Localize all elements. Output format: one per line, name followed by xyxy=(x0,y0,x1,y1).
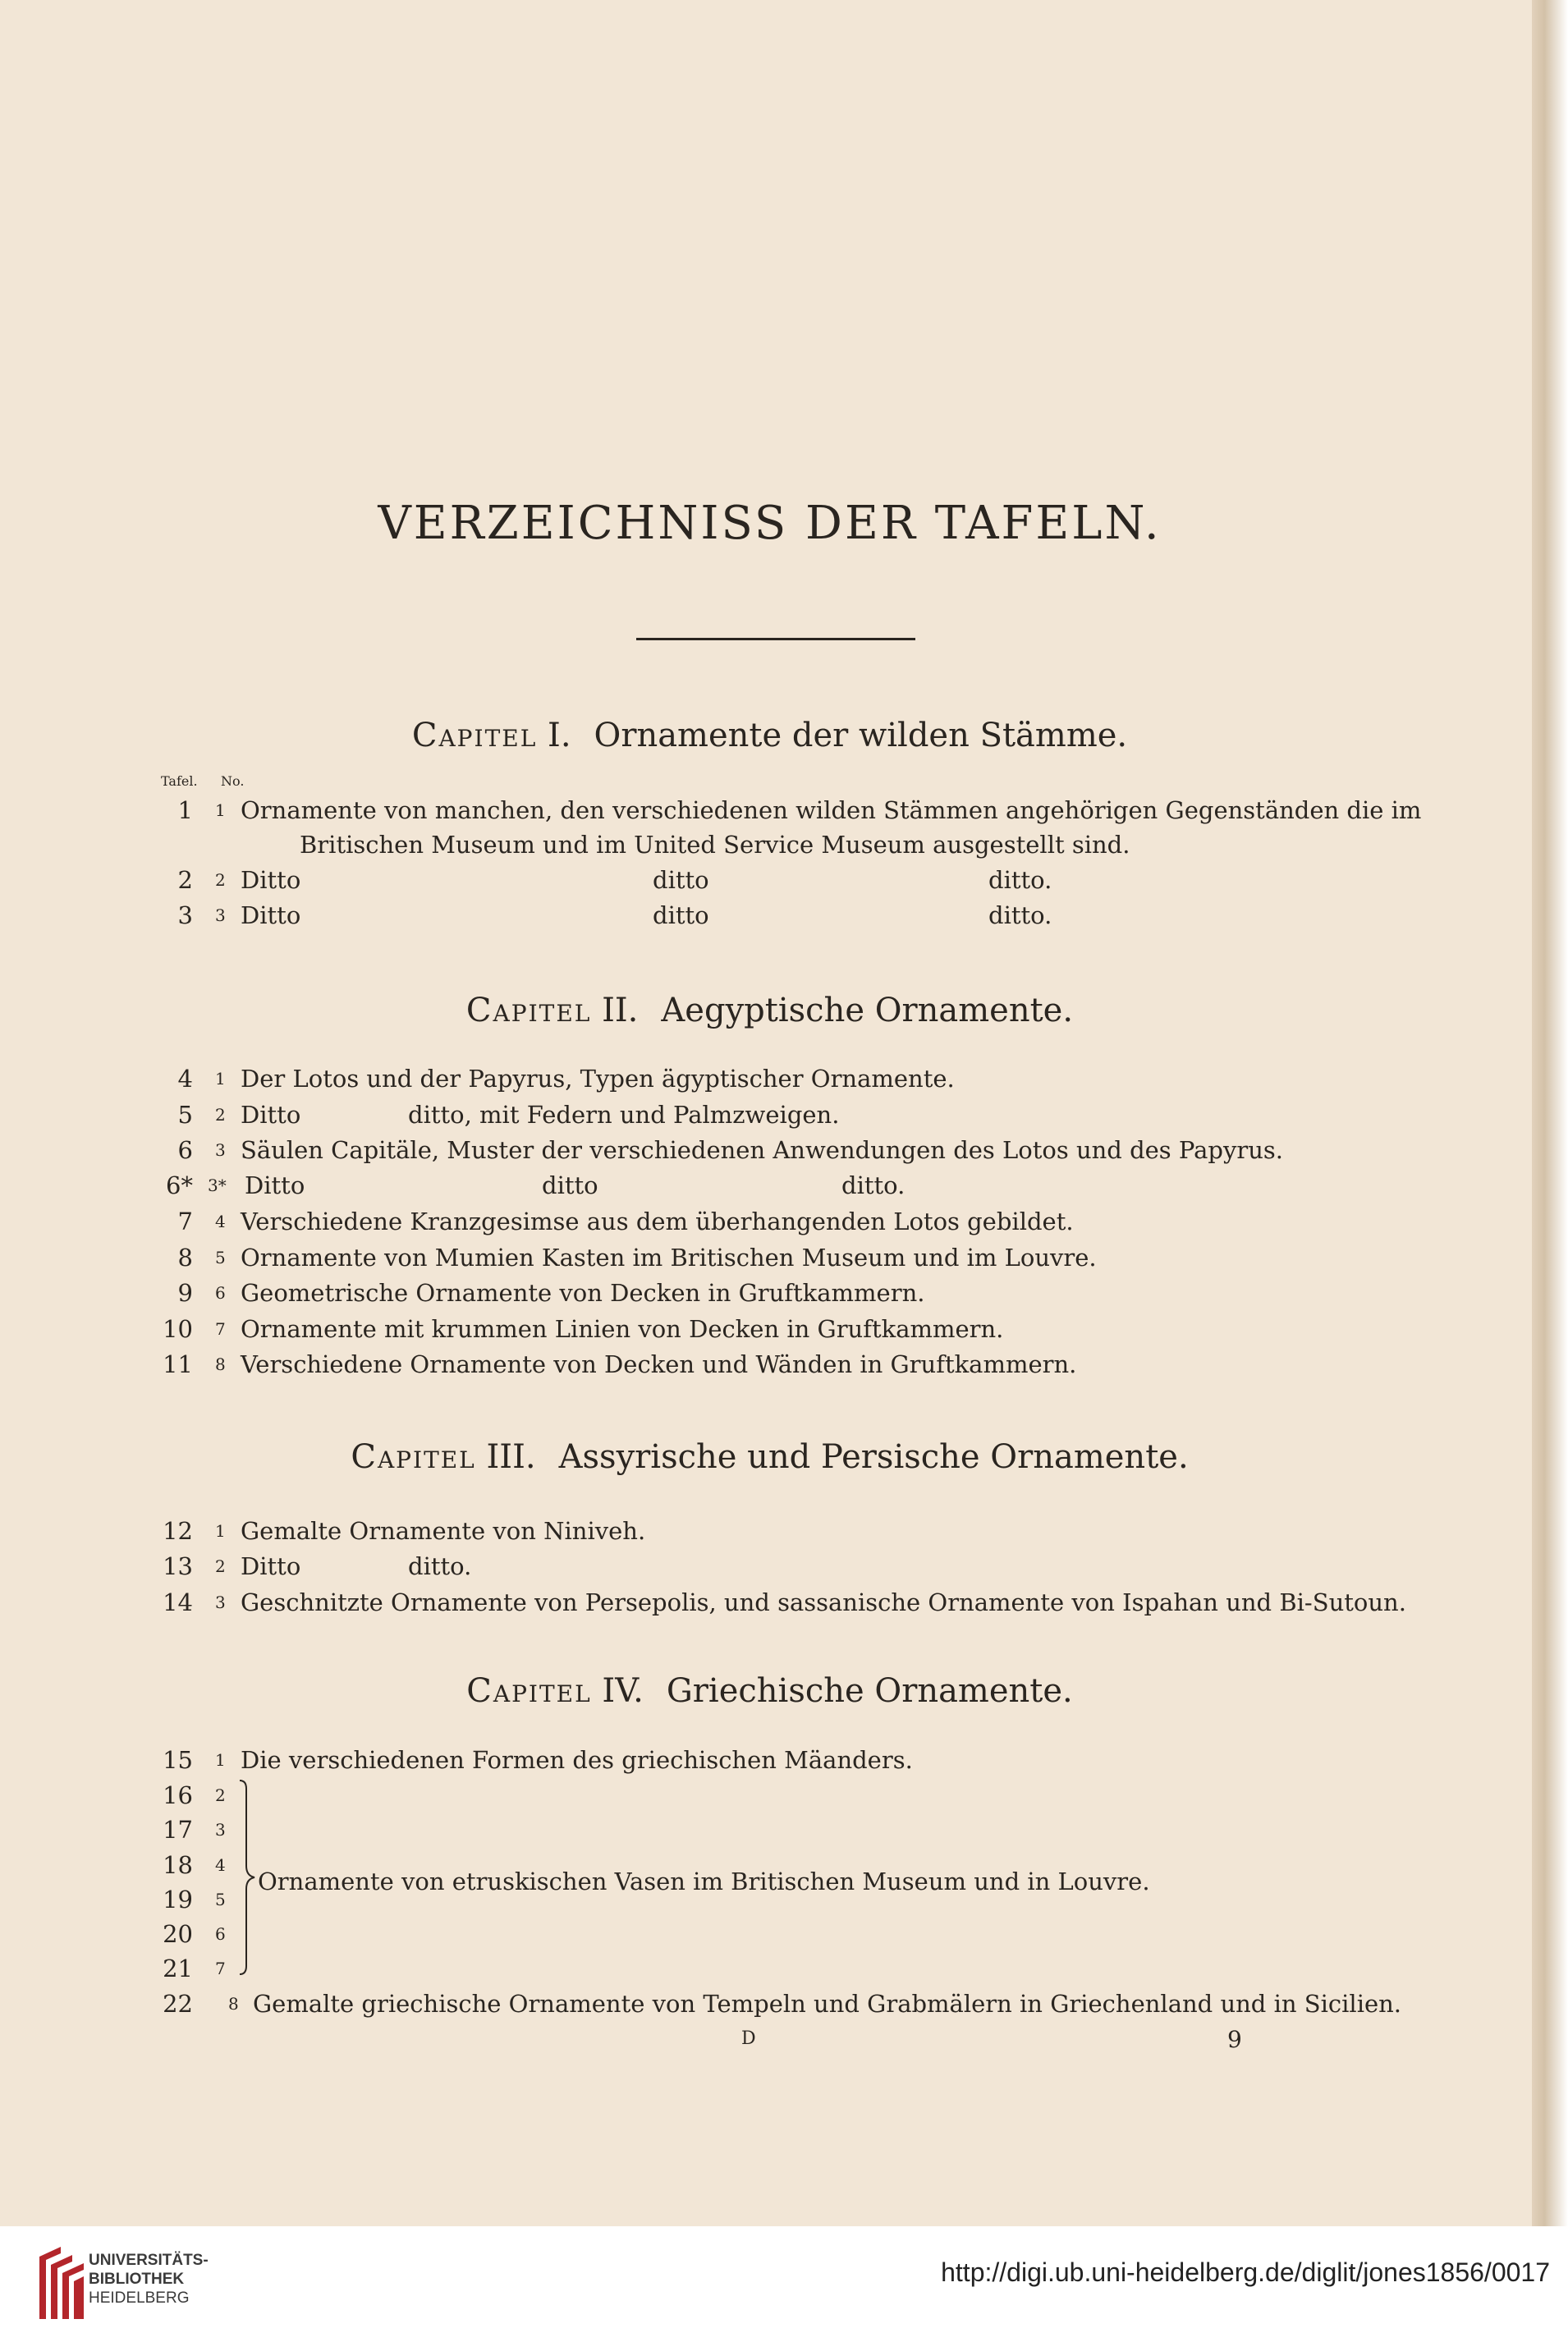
column-header-no: No. xyxy=(221,773,245,789)
item-description: Säulen Capitäle, Muster der verschiedenen Anwendungen des Lotos und des Papyrus. xyxy=(241,1136,1283,1164)
item-number: 5 xyxy=(215,1248,226,1267)
chapter-heading-2 xyxy=(0,992,1539,1029)
ditto-col2: ditto xyxy=(542,1171,598,1199)
title-rule xyxy=(636,638,915,640)
ditto-col3: ditto. xyxy=(988,901,1052,929)
library-name xyxy=(89,2251,209,2308)
item-description: Der Lotos und der Papyrus, Typen ägyptischer Ornamente. xyxy=(241,1065,955,1093)
chapter-numeral: III. xyxy=(486,1438,536,1476)
list-item xyxy=(0,1742,1539,1778)
item-description: Ditto xyxy=(241,1101,301,1129)
item-number: 3 xyxy=(215,1820,226,1840)
chapter-title: Assyrische und Persische Ornamente. xyxy=(558,1438,1189,1476)
chapter-heading-1 xyxy=(0,717,1539,754)
curly-brace-icon xyxy=(238,1777,256,1978)
tafel-number: 3 xyxy=(177,901,193,929)
list-item xyxy=(0,1950,1539,1987)
chapter-numeral: I. xyxy=(548,717,571,754)
item-description: Ditto xyxy=(241,1552,301,1580)
list-item xyxy=(0,862,1539,898)
item-number: 1 xyxy=(215,1750,226,1770)
item-number: 4 xyxy=(215,1855,226,1875)
ditto-col2: ditto. xyxy=(408,1552,472,1580)
tafel-number: 12 xyxy=(163,1517,193,1545)
bracketed-description: Ornamente von etruskischen Vasen im Britischen Museum und in Louvre. xyxy=(258,1868,1150,1895)
source-url[interactable]: http://digi.ub.uni-heidelberg.de/diglit/jones1856/0017 xyxy=(941,2257,1550,2287)
tafel-number: 14 xyxy=(163,1588,193,1616)
chapter-label: Capitel xyxy=(411,717,538,754)
item-number: 2 xyxy=(215,1556,226,1576)
tafel-number: 20 xyxy=(163,1920,193,1948)
page-number: 9 xyxy=(1227,2026,1242,2053)
list-item xyxy=(0,1311,1539,1347)
item-number: 4 xyxy=(215,1212,226,1231)
list-item xyxy=(0,1240,1539,1276)
item-continuation: Britischen Museum und im United Service Museum ausgestellt sind. xyxy=(300,831,1130,859)
page-title: VERZEICHNISS DER TAFELN. xyxy=(378,497,1162,550)
item-number: 1 xyxy=(215,1521,226,1541)
signature-mark: D xyxy=(741,2028,756,2049)
item-description: Die verschiedenen Formen des griechischen Mäanders. xyxy=(241,1746,913,1774)
library-name-line3: HEIDELBERG xyxy=(89,2289,190,2307)
tafel-number: 22 xyxy=(163,1990,193,2018)
item-description: Ditto xyxy=(241,901,301,929)
item-number: 2 xyxy=(215,870,226,890)
item-description: Geschnitzte Ornamente von Persepolis, und sassanische Ornamente von Ispahan und Bi-Sutoun. xyxy=(241,1588,1406,1616)
ditto-col3: ditto. xyxy=(988,866,1052,894)
tafel-number: 8 xyxy=(177,1244,193,1272)
list-item xyxy=(0,1584,1539,1620)
tafel-number: 18 xyxy=(163,1851,193,1879)
library-name-line1: UNIVERSITÄTS- xyxy=(89,2252,209,2269)
item-description: Geometrische Ornamente von Decken in Gruftkammern. xyxy=(241,1279,925,1307)
tafel-number: 6* xyxy=(166,1171,193,1199)
chapter-numeral: IV. xyxy=(602,1672,644,1710)
tafel-number: 6 xyxy=(177,1136,193,1164)
item-number: 2 xyxy=(215,1105,226,1125)
list-item xyxy=(0,1777,1539,1813)
item-number: 8 xyxy=(228,1994,239,2014)
item-description: Ornamente von manchen, den verschiedenen wilden Stämmen angehörigen Gegenständen die im xyxy=(241,796,1422,824)
chapter-label: Capitel xyxy=(351,1438,476,1476)
item-number: 7 xyxy=(215,1319,226,1339)
column-header-tafel: Tafel. xyxy=(161,773,198,789)
item-number: 2 xyxy=(215,1785,226,1805)
tafel-number: 11 xyxy=(163,1350,193,1378)
item-number: 1 xyxy=(215,1069,226,1089)
list-item xyxy=(0,1346,1539,1382)
list-item xyxy=(0,1548,1539,1584)
list-item xyxy=(0,1513,1539,1549)
tafel-number: 13 xyxy=(163,1552,193,1580)
chapter-heading-3 xyxy=(0,1438,1539,1476)
ditto-col3: ditto. xyxy=(841,1171,905,1199)
item-number: 3 xyxy=(215,1593,226,1612)
list-item xyxy=(0,1167,1539,1203)
item-description: Ornamente von Mumien Kasten im Britischen Museum und im Louvre. xyxy=(241,1244,1097,1272)
list-item xyxy=(0,897,1539,933)
tafel-number: 15 xyxy=(163,1746,193,1774)
item-number: 5 xyxy=(215,1890,226,1909)
item-number: 3 xyxy=(215,905,226,925)
item-description: Gemalte griechische Ornamente von Tempeln und Grabmälern in Griechenland und in Sicilien. xyxy=(253,1990,1402,2018)
item-number: 7 xyxy=(215,1959,226,1978)
list-item xyxy=(0,1097,1539,1133)
list-item xyxy=(0,1812,1539,1848)
list-item xyxy=(0,1061,1539,1097)
list-item xyxy=(0,792,1539,828)
item-description: Gemalte Ornamente von Niniveh. xyxy=(241,1517,646,1545)
chapter-title: Ornamente der wilden Stämme. xyxy=(594,717,1128,754)
item-description: Ornamente mit krummen Linien von Decken in Gruftkammern. xyxy=(241,1315,1004,1343)
chapter-title: Aegyptische Ornamente. xyxy=(661,992,1074,1029)
item-number: 6 xyxy=(215,1924,226,1944)
list-item xyxy=(0,1203,1539,1240)
ditto-col2: ditto xyxy=(653,901,709,929)
list-item xyxy=(0,1916,1539,1952)
ditto-col2: ditto xyxy=(653,866,709,894)
chapter-label: Capitel xyxy=(465,992,592,1029)
item-number: 3* xyxy=(208,1176,227,1195)
tafel-number: 21 xyxy=(163,1955,193,1982)
item-number: 8 xyxy=(215,1354,226,1374)
tafel-number: 19 xyxy=(163,1886,193,1913)
chapter-numeral: II. xyxy=(602,992,639,1029)
library-name-line2: BIBLIOTHEK xyxy=(89,2271,185,2288)
item-number: 3 xyxy=(215,1140,226,1160)
tafel-number: 17 xyxy=(163,1816,193,1844)
item-number: 1 xyxy=(215,800,226,820)
tafel-number: 9 xyxy=(177,1279,193,1307)
item-description: Verschiedene Kranzgesimse aus dem überhangenden Lotos gebildet. xyxy=(241,1208,1074,1235)
tafel-number: 16 xyxy=(163,1781,193,1809)
tafel-number: 7 xyxy=(177,1208,193,1235)
tafel-number: 5 xyxy=(177,1101,193,1129)
list-item xyxy=(0,1986,1539,2022)
tafel-number: 10 xyxy=(163,1315,193,1343)
chapter-heading-4 xyxy=(0,1672,1539,1710)
item-number: 6 xyxy=(215,1283,226,1303)
item-description: Ditto xyxy=(241,866,301,894)
list-item xyxy=(0,1132,1539,1168)
list-item xyxy=(0,1275,1539,1311)
item-description: Verschiedene Ornamente von Decken und Wänden in Gruftkammern. xyxy=(241,1350,1077,1378)
chapter-title: Griechische Ornamente. xyxy=(666,1672,1073,1710)
tafel-number: 2 xyxy=(177,866,193,894)
ditto-col2: ditto, mit Federn und Palmzweigen. xyxy=(408,1101,840,1129)
tafel-number: 4 xyxy=(177,1065,193,1093)
tafel-number: 1 xyxy=(177,796,193,824)
item-description: Ditto xyxy=(245,1171,305,1199)
chapter-label: Capitel xyxy=(466,1672,592,1710)
